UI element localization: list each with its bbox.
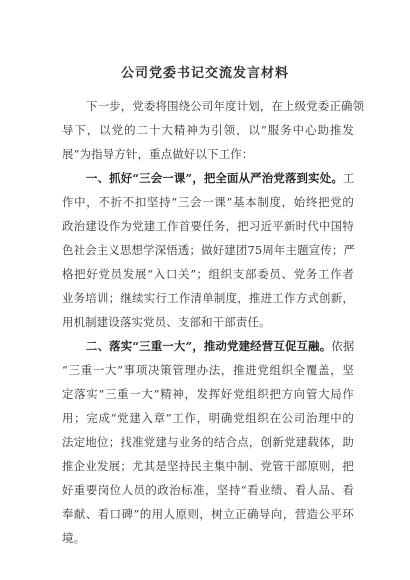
- section-1-line: 格把好党员发展“入口关”；组织支部委员、党务工作者: [62, 267, 354, 281]
- section-1-line: 政治建设作为党建工作首要任务，把习近平新时代中国特: [62, 219, 354, 233]
- section-2-line: 定落实“三重一大”精神，发挥好党组织把方向管大局作: [62, 387, 354, 401]
- section-1-line: 业务培训；继续实行工作清单制度，推进工作方式创新，: [62, 291, 354, 305]
- section-2-line: “三重一大”事项决策管理办法，推进党组织全覆盖，坚: [62, 363, 354, 377]
- section-2-line: 境。: [62, 531, 86, 545]
- section-2-line: 好重要岗位人员的政治标准，坚持“看业绩、看人品、看: [62, 483, 354, 497]
- section-1-heading-tail: 工: [342, 171, 355, 185]
- section-2-heading: 二、落实“三重一大”，推动党建经营互促互融。: [86, 339, 332, 353]
- document-title: 公司党委书记交流发言材料: [120, 66, 289, 81]
- section-1-first-line: [62, 166, 354, 190]
- section-2-heading-tail: 依据: [331, 339, 355, 353]
- section-2-line: 法定地位；找准党建与业务的结合点，创新党建载体，助: [62, 435, 354, 449]
- document-body: [62, 94, 365, 550]
- section-2-line: 用；完成“党建入章”工作，明确党组织在公司治理中的: [62, 411, 354, 425]
- intro-line-3: 展”为指导方针，重点做好以下工作：: [62, 147, 254, 161]
- section-2-line: 推企业发展；尤其是坚持民主集中制、党管干部原则，把: [62, 459, 354, 473]
- section-1-line: 作中，不折不扣坚持“三会一课”基本制度，始终把党的: [62, 195, 354, 209]
- section-1-line: 色社会主义思想学深悟透；做好建团75周年主题宣传；严: [62, 243, 356, 257]
- section-2-line: 奉献、看口碑”的用人原则，树立正确导向，营造公平环: [62, 507, 354, 521]
- section-1-line: 用机制建设落实党员、支部和干部责任。: [62, 315, 271, 329]
- intro-line-2: 导下，以党的二十大精神为引领，以“服务中心助推发: [62, 123, 354, 137]
- section-1-heading: 一、抓好“三会一课”，把全面从严治党落到实处。: [86, 171, 343, 185]
- intro-line-1: 下一步，党委将围绕公司年度计划，在上级党委正确领: [86, 99, 365, 113]
- section-2-first-line: [62, 334, 354, 358]
